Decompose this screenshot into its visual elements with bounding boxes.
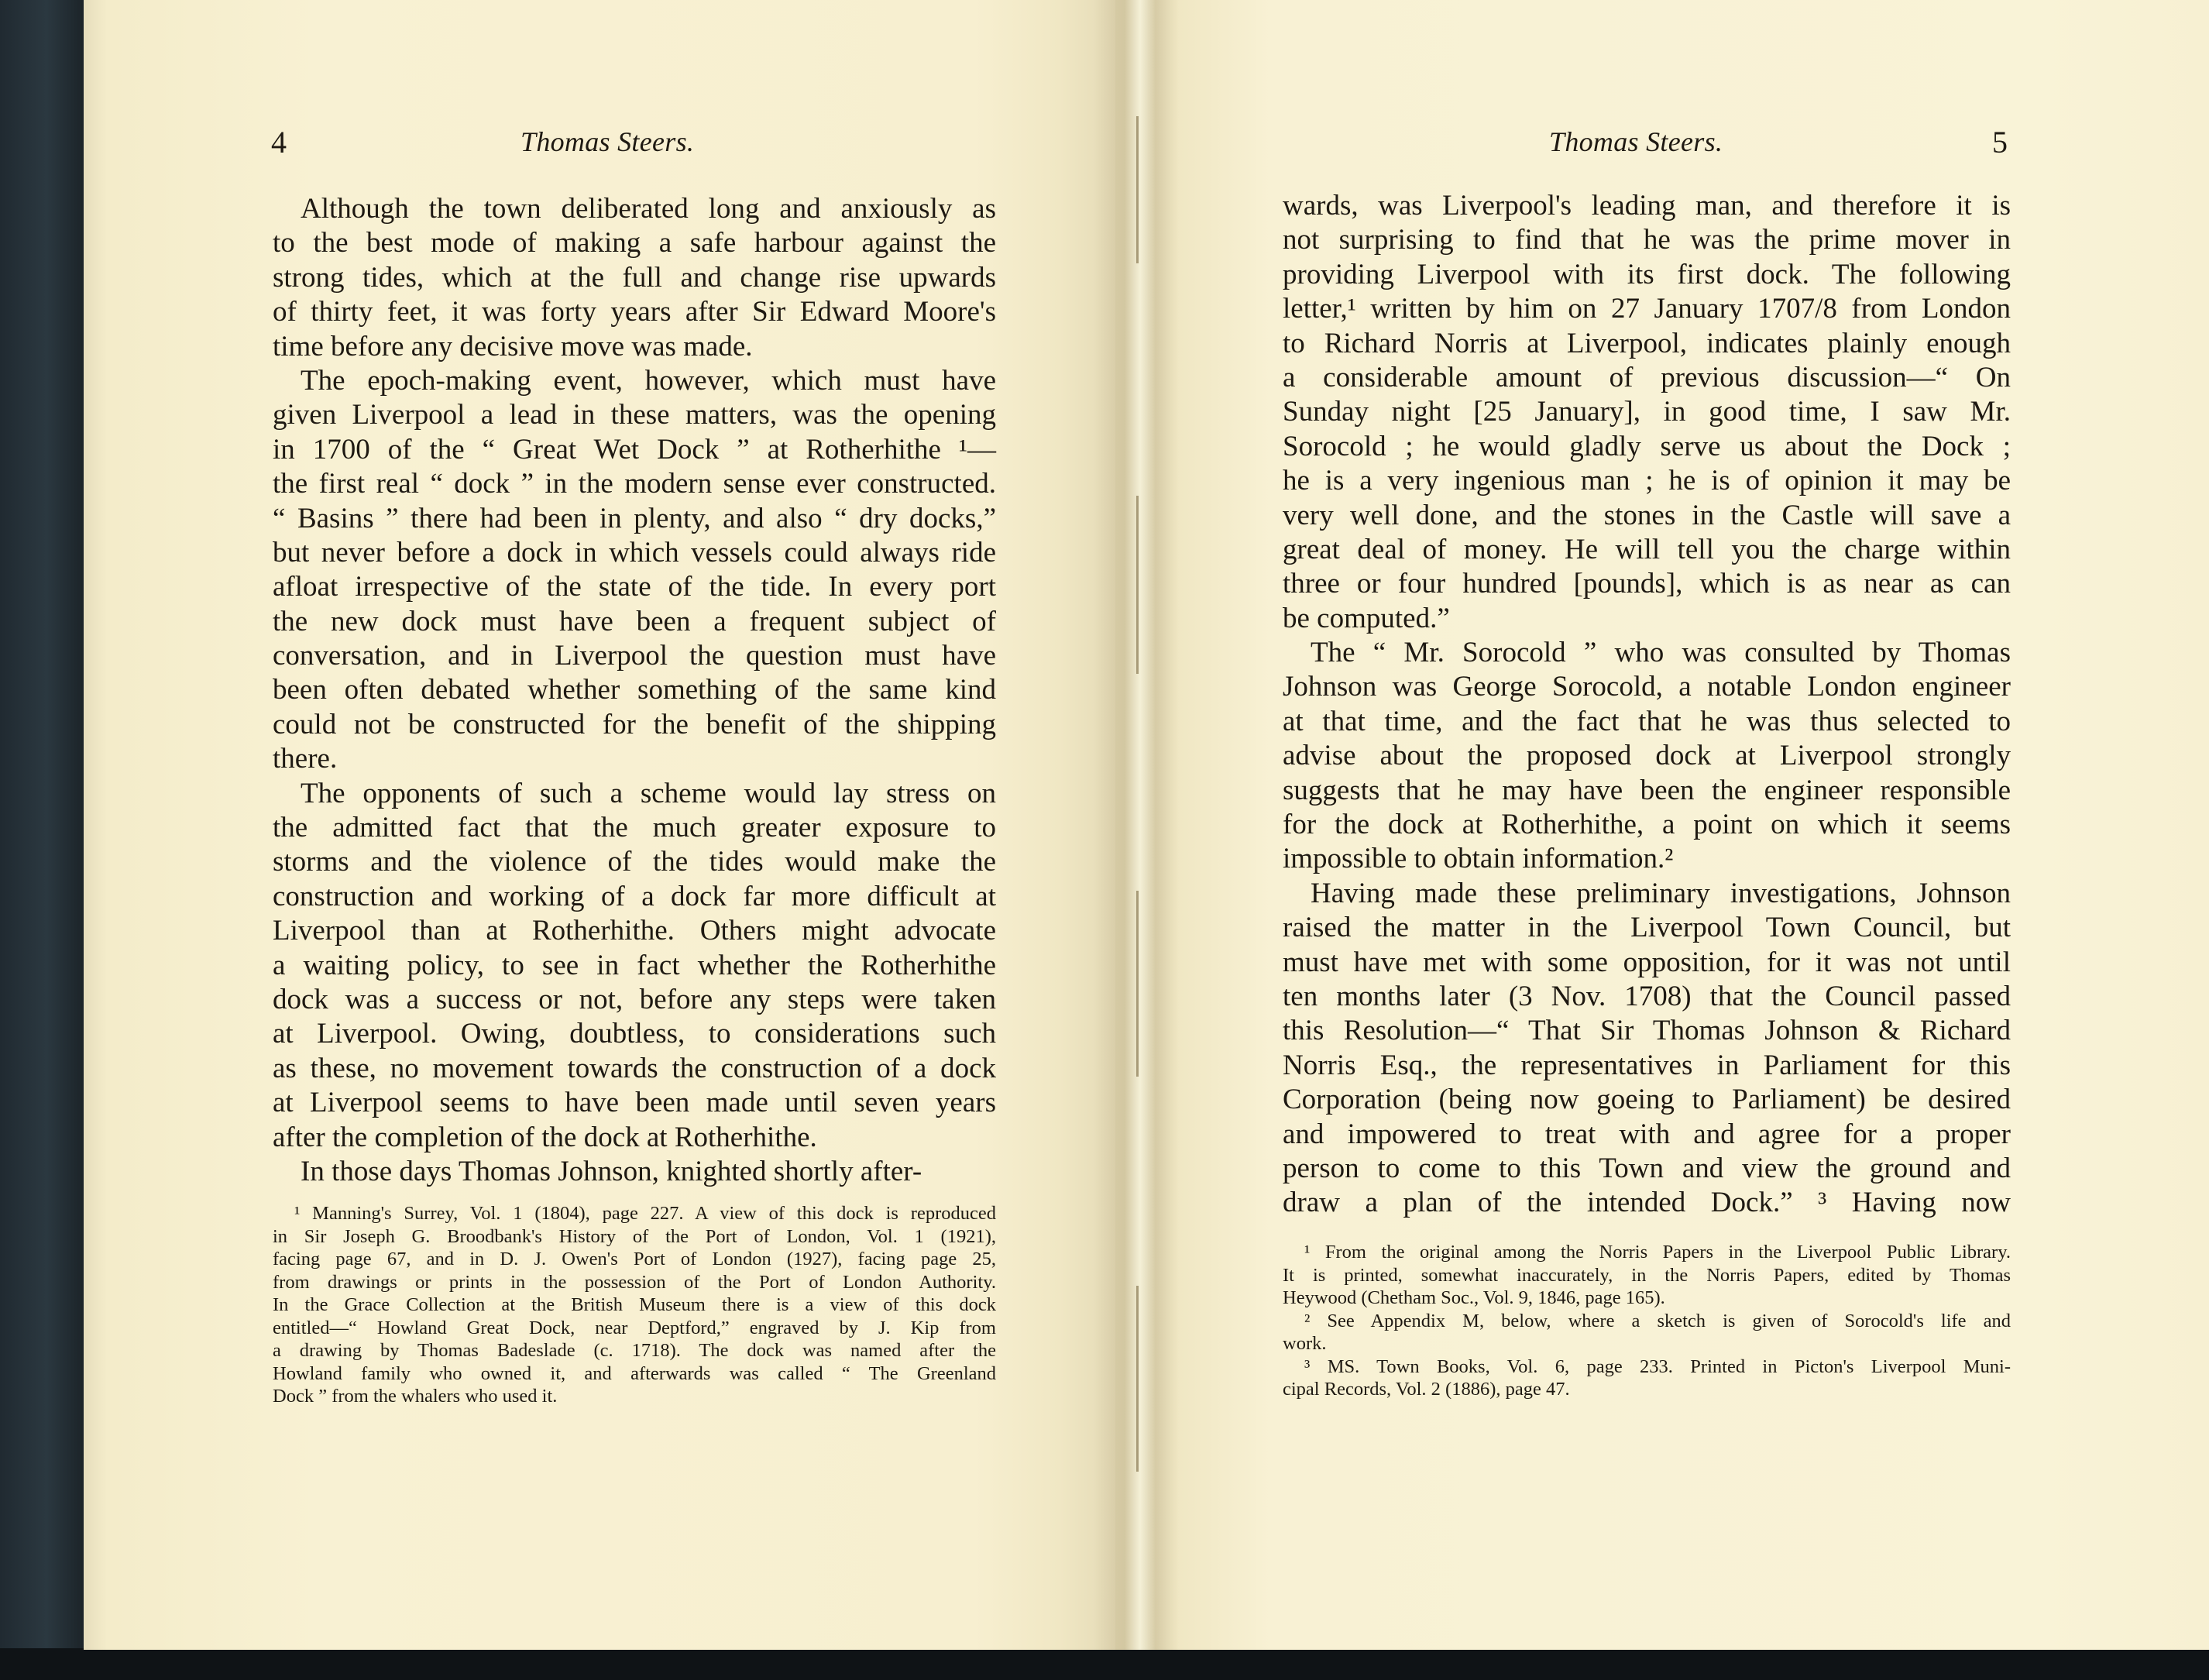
text-line: storms and the violence of the tides would make the <box>273 846 996 878</box>
text-line: Liverpool than at Rotherhithe. Others might advocate <box>273 915 996 947</box>
text-line: could not be constructed for the benefit of the shipping <box>273 708 996 740</box>
text-line: this Resolution—“ That Sir Thomas Johnson & Richard <box>1283 1015 2011 1047</box>
text-line: at Liverpool. Owing, doubtless, to considerations such <box>273 1018 996 1050</box>
text-line: at Liverpool seems to have been made until seven years <box>273 1087 996 1119</box>
text-line: impossible to obtain information.² <box>1283 843 1674 875</box>
text-line: been often debated whether something of the same kind <box>273 674 996 706</box>
footnote-line: Heywood (Chetham Soc., Vol. 9, 1846, page 165). <box>1283 1287 1665 1308</box>
text-line: but never before a dock in which vessels could always ride <box>273 536 996 569</box>
running-head: Thomas Steers. <box>1549 126 1723 157</box>
text-line: in 1700 of the “ Great Wet Dock ” at Rotherhithe ¹— <box>273 433 996 466</box>
text-line: raised the matter in the Liverpool Town Council, but <box>1283 912 2011 944</box>
text-line: Although the town deliberated long and anxiously as <box>301 193 996 225</box>
text-line: given Liverpool a lead in these matters, was the opening <box>273 399 996 431</box>
text-line: very well done, and the stones in the Castle will save a <box>1283 499 2011 531</box>
binding-stitch <box>1136 116 1139 263</box>
text-line: Norris Esq., the representatives in Parliament for this <box>1283 1049 2011 1081</box>
text-line: The “ Mr. Sorocold ” who was consulted by Thomas <box>1311 637 2011 669</box>
footnote-line: ² See Appendix M, below, where a sketch is given of Sorocold's life and <box>1304 1310 2011 1331</box>
text-line: the admitted fact that the much greater exposure to <box>273 812 996 844</box>
body-text <box>273 192 996 1189</box>
text-line: wards, was Liverpool's leading man, and therefore it is <box>1283 190 2011 222</box>
text-line: a waiting policy, to see in fact whether the Rotherhithe <box>273 949 996 981</box>
page-number: 4 <box>271 125 287 160</box>
binding-stitch <box>1136 496 1139 674</box>
text-line: as these, no movement towards the construction of a dock <box>273 1052 996 1084</box>
text-line: for the dock at Rotherhithe, a point on which it seems <box>1283 809 2011 841</box>
footnote-line: ³ MS. Town Books, Vol. 6, page 233. Printed in Picton's Liverpool Muni- <box>1304 1355 2011 1377</box>
text-line: Johnson was George Sorocold, a notable London engineer <box>1283 671 2011 703</box>
text-line: Corporation (being now goeing to Parliament) be desired <box>1283 1084 2011 1116</box>
text-line: The epoch-making event, however, which must have <box>301 364 996 397</box>
footnote-line: entitled—“ Howland Great Dock, near Deptford,” engraved by J. Kip from <box>273 1317 996 1338</box>
footnote-line: work. <box>1283 1333 1327 1354</box>
text-line: strong tides, which at the full and change rise upwards <box>273 261 996 294</box>
page-number: 5 <box>1992 125 2008 160</box>
text-line: at that time, and the fact that he was thus selected to <box>1283 705 2011 737</box>
text-line: of thirty feet, it was forty years after Sir Edward Moore's <box>273 296 996 328</box>
footnote-line: Dock ” from the whalers who used it. <box>273 1386 558 1407</box>
text-line: he is a very ingenious man ; he is of opinion it may be <box>1283 465 2011 497</box>
text-line: In those days Thomas Johnson, knighted shortly after- <box>301 1155 922 1187</box>
footnotes <box>1283 1241 2011 1401</box>
text-line: Sorocold ; he would gladly serve us about the Dock ; <box>1283 430 2011 462</box>
text-line: the first real “ dock ” in the modern sense ever constructed. <box>273 468 996 500</box>
running-head: Thomas Steers. <box>520 126 695 157</box>
text-line: person to come to this Town and view the ground and <box>1283 1152 2011 1184</box>
text-line: “ Basins ” there had been in plenty, and also “ dry docks,” <box>273 502 996 534</box>
footnote-line: ¹ From the original among the Norris Papers in the Liverpool Public Library. <box>1304 1242 2011 1263</box>
text-line: providing Liverpool with its first dock. The following <box>1283 258 2011 290</box>
footnote-line: cipal Records, Vol. 2 (1886), page 47. <box>1283 1379 1570 1400</box>
footnote-line: ¹ Manning's Surrey, Vol. 1 (1804), page 227. A view of this dock is reproduced <box>294 1203 996 1224</box>
text-line: there. <box>273 743 338 775</box>
text-line: advise about the proposed dock at Liverpool strongly <box>1283 740 2011 772</box>
body-text <box>1283 189 2011 1221</box>
text-line: Having made these preliminary investigations, Johnson <box>1311 877 2011 909</box>
footnotes <box>273 1202 996 1408</box>
text-line: time before any decisive move was made. <box>273 330 753 362</box>
footnote-line: a drawing by Thomas Badeslade (c. 1718). The dock was named after the <box>273 1340 996 1361</box>
binding-stitch <box>1136 1286 1139 1472</box>
text-line: three or four hundred [pounds], which is as near as can <box>1283 568 2011 600</box>
text-line: not surprising to find that he was the prime mover in <box>1283 224 2011 256</box>
text-line: be computed.” <box>1283 602 1450 634</box>
text-line: conversation, and in Liverpool the question must have <box>273 640 996 672</box>
text-line: to the best mode of making a safe harbour against the <box>273 227 996 259</box>
footnote-line: in Sir Joseph G. Broodbank's History of the Port of London, Vol. 1 (1921), <box>273 1225 996 1247</box>
book-cover-bottom <box>0 1648 2209 1680</box>
footnote-line: facing page 67, and in D. J. Owen's Port of London (1927), facing page 25, <box>273 1249 996 1269</box>
binding-stitch <box>1136 891 1139 1077</box>
text-line: and impowered to treat with and agree for a proper <box>1283 1118 2011 1150</box>
text-line: ten months later (3 Nov. 1708) that the Council passed <box>1283 980 2011 1012</box>
footnote-line: from drawings or prints in the possession of the Port of London Authority. <box>273 1271 996 1293</box>
text-line: the new dock must have been a frequent subject of <box>273 605 996 637</box>
text-line: draw a plan of the intended Dock.” ³ Having now <box>1283 1187 2011 1219</box>
text-line: great deal of money. He will tell you the charge within <box>1283 533 2011 565</box>
text-line: a considerable amount of previous discussion—“ On <box>1283 361 2011 393</box>
text-line: after the completion of the dock at Rotherhithe. <box>273 1121 817 1153</box>
text-line: The opponents of such a scheme would lay stress on <box>301 777 996 809</box>
text-line: construction and working of a dock far more difficult at <box>273 880 996 912</box>
text-line: Sunday night [25 January], in good time, I saw Mr. <box>1283 396 2011 428</box>
text-line: dock was a success or not, before any steps were taken <box>273 983 996 1015</box>
text-line: to Richard Norris at Liverpool, indicates plainly enough <box>1283 327 2011 359</box>
text-line: letter,¹ written by him on 27 January 1707/8 from London <box>1283 293 2011 325</box>
text-line: suggests that he may have been the engineer responsible <box>1283 774 2011 806</box>
footnote-line: In the Grace Collection at the British Museum there is a view of this dock <box>273 1294 996 1315</box>
text-line: must have met with some opposition, for it was not until <box>1283 946 2011 978</box>
text-line: afloat irrespective of the state of the tide. In every port <box>273 571 996 603</box>
footnote-line: Howland family who owned it, and afterwards was called “ The Greenland <box>273 1362 996 1384</box>
footnote-line: It is printed, somewhat inaccurately, in the Norris Papers, edited by Thomas <box>1283 1264 2011 1286</box>
